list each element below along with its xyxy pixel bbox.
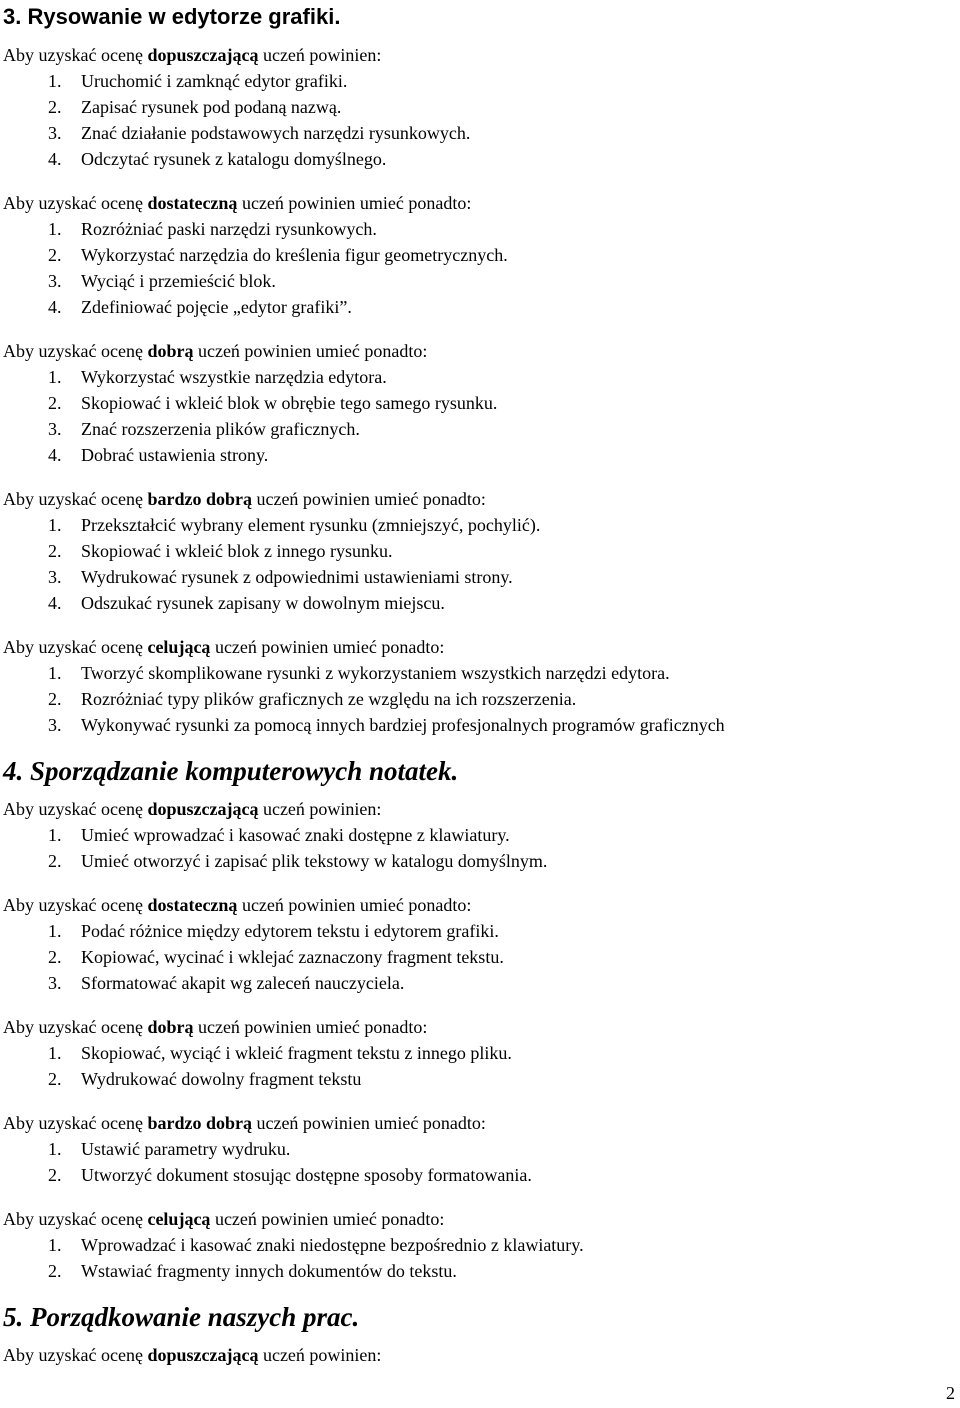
list-item <box>3 1066 953 1092</box>
list-item-number: 3. <box>48 715 62 735</box>
list-item-text: Przekształcić wybrany element rysunku (zmniejszyć, pochylić). <box>81 515 541 535</box>
grade-name: dostateczną <box>147 193 238 213</box>
list-item-text: Kopiować, wycinać i wklejać zaznaczony fragment tekstu. <box>81 947 504 967</box>
list-item-text: Utworzyć dokument stosując dostępne sposoby formatowania. <box>81 1165 532 1185</box>
intro-prefix: Aby uzyskać ocenę <box>3 45 148 65</box>
list-item-text: Wykonywać rysunki za pomocą innych bardziej profesjonalnych programów graficznych <box>81 715 725 735</box>
intro-prefix: Aby uzyskać ocenę <box>3 895 148 915</box>
list-item <box>3 712 953 738</box>
section-3 <box>3 1302 953 1368</box>
grade-requirements <box>3 634 953 738</box>
list-item-text: Skopiować i wkleić blok w obrębie tego samego rysunku. <box>81 393 498 413</box>
list-item-text: Podać różnice między edytorem tekstu i edytorem grafiki. <box>81 921 499 941</box>
requirements-list <box>3 660 953 738</box>
intro-prefix: Aby uzyskać ocenę <box>3 799 148 819</box>
list-item-text: Znać działanie podstawowych narzędzi rysunkowych. <box>81 123 471 143</box>
list-item-number: 4. <box>48 149 62 169</box>
list-item-text: Dobrać ustawienia strony. <box>81 445 269 465</box>
requirements-list <box>3 918 953 996</box>
grade-name: dobrą <box>147 341 194 361</box>
grade-intro <box>3 1110 953 1136</box>
grade-requirements <box>3 1206 953 1284</box>
list-item <box>3 146 953 172</box>
list-item-text: Wstawiać fragmenty innych dokumentów do tekstu. <box>81 1261 457 1281</box>
list-item <box>3 1232 953 1258</box>
grade-requirements <box>3 486 953 616</box>
list-item <box>3 416 953 442</box>
list-item <box>3 1162 953 1188</box>
grade-intro <box>3 338 953 364</box>
list-item-number: 1. <box>48 921 62 941</box>
list-item-number: 4. <box>48 297 62 317</box>
grade-intro <box>3 892 953 918</box>
requirements-list <box>3 1136 953 1188</box>
list-item-text: Wydrukować rysunek z odpowiednimi ustawieniami strony. <box>81 567 513 587</box>
list-item <box>3 564 953 590</box>
grade-requirements <box>3 892 953 996</box>
list-item-number: 1. <box>48 219 62 239</box>
intro-prefix: Aby uzyskać ocenę <box>3 193 148 213</box>
requirements-list <box>3 68 953 172</box>
grade-name: dopuszczającą <box>147 45 259 65</box>
section-heading: 3. Rysowanie w edytorze grafiki. <box>3 4 341 29</box>
intro-suffix: uczeń powinien: <box>258 1345 382 1365</box>
list-item <box>3 970 953 996</box>
list-item-number: 2. <box>48 1069 62 1089</box>
list-item-text: Skopiować, wyciąć i wkleić fragment tekstu z innego pliku. <box>81 1043 512 1063</box>
grade-requirements <box>3 796 953 874</box>
list-item <box>3 294 953 320</box>
list-item-number: 3. <box>48 123 62 143</box>
list-item-text: Rozróżniać paski narzędzi rysunkowych. <box>81 219 377 239</box>
intro-prefix: Aby uzyskać ocenę <box>3 1209 148 1229</box>
list-item-number: 4. <box>48 593 62 613</box>
grade-name: dostateczną <box>147 895 238 915</box>
section-heading: 4. Sporządzanie komputerowych notatek. <box>3 756 459 786</box>
list-item-number: 2. <box>48 393 62 413</box>
grade-intro <box>3 1206 953 1232</box>
grade-intro <box>3 796 953 822</box>
list-item-text: Ustawić parametry wydruku. <box>81 1139 291 1159</box>
intro-suffix: uczeń powinien umieć ponadto: <box>193 341 428 361</box>
list-item-number: 2. <box>48 689 62 709</box>
list-item-text: Wykorzystać wszystkie narzędzia edytora. <box>81 367 387 387</box>
list-item-text: Zdefiniować pojęcie „edytor grafiki”. <box>81 297 352 317</box>
list-item <box>3 1258 953 1284</box>
list-item <box>3 848 953 874</box>
grade-requirements <box>3 42 953 172</box>
grade-requirements <box>3 1342 953 1368</box>
list-item-number: 4. <box>48 445 62 465</box>
list-item-text: Odczytać rysunek z katalogu domyślnego. <box>81 149 387 169</box>
grade-intro <box>3 634 953 660</box>
intro-suffix: uczeń powinien: <box>258 45 382 65</box>
requirements-list <box>3 364 953 468</box>
list-item <box>3 1040 953 1066</box>
list-item <box>3 686 953 712</box>
list-item-text: Zapisać rysunek pod podaną nazwą. <box>81 97 342 117</box>
list-item-number: 3. <box>48 419 62 439</box>
grade-name: celującą <box>147 1209 211 1229</box>
requirements-list <box>3 216 953 320</box>
list-item-text: Rozróżniać typy plików graficznych ze względu na ich rozszerzenia. <box>81 689 577 709</box>
list-item-number: 1. <box>48 71 62 91</box>
intro-prefix: Aby uzyskać ocenę <box>3 1017 148 1037</box>
list-item <box>3 68 953 94</box>
list-item-text: Uruchomić i zamknąć edytor grafiki. <box>81 71 348 91</box>
intro-prefix: Aby uzyskać ocenę <box>3 341 148 361</box>
list-item-number: 2. <box>48 97 62 117</box>
list-item-number: 1. <box>48 1139 62 1159</box>
list-item-text: Tworzyć skomplikowane rysunki z wykorzystaniem wszystkich narzędzi edytora. <box>81 663 670 683</box>
intro-prefix: Aby uzyskać ocenę <box>3 637 148 657</box>
intro-suffix: uczeń powinien umieć ponadto: <box>210 637 445 657</box>
grade-name: dobrą <box>147 1017 194 1037</box>
list-item-number: 2. <box>48 947 62 967</box>
list-item-text: Odszukać rysunek zapisany w dowolnym miejscu. <box>81 593 445 613</box>
list-item-text: Umieć otworzyć i zapisać plik tekstowy w katalogu domyślnym. <box>81 851 548 871</box>
intro-suffix: uczeń powinien umieć ponadto: <box>237 895 472 915</box>
grade-name: dopuszczającą <box>147 799 259 819</box>
list-item <box>3 918 953 944</box>
requirements-list <box>3 822 953 874</box>
section-2 <box>3 756 953 1284</box>
list-item-number: 3. <box>48 567 62 587</box>
grade-intro <box>3 1014 953 1040</box>
list-item <box>3 442 953 468</box>
grade-requirements <box>3 1110 953 1188</box>
list-item <box>3 822 953 848</box>
list-item-number: 2. <box>48 1165 62 1185</box>
list-item <box>3 512 953 538</box>
list-item <box>3 120 953 146</box>
intro-suffix: uczeń powinien: <box>258 799 382 819</box>
grade-intro <box>3 1342 953 1368</box>
list-item <box>3 94 953 120</box>
list-item-number: 1. <box>48 663 62 683</box>
list-item-text: Sformatować akapit wg zaleceń nauczyciela. <box>81 973 405 993</box>
intro-suffix: uczeń powinien umieć ponadto: <box>237 193 472 213</box>
intro-suffix: uczeń powinien umieć ponadto: <box>210 1209 445 1229</box>
list-item-text: Umieć wprowadzać i kasować znaki dostępne z klawiatury. <box>81 825 510 845</box>
list-item <box>3 216 953 242</box>
intro-suffix: uczeń powinien umieć ponadto: <box>251 489 486 509</box>
grade-name: bardzo dobrą <box>147 1113 252 1133</box>
requirements-list <box>3 1232 953 1284</box>
intro-prefix: Aby uzyskać ocenę <box>3 1113 148 1133</box>
intro-suffix: uczeń powinien umieć ponadto: <box>251 1113 486 1133</box>
list-item-text: Wyciąć i przemieścić blok. <box>81 271 276 291</box>
list-item <box>3 268 953 294</box>
list-item-text: Znać rozszerzenia plików graficznych. <box>81 419 360 439</box>
grade-requirements <box>3 338 953 468</box>
page-number: 2 <box>946 1383 955 1403</box>
intro-suffix: uczeń powinien umieć ponadto: <box>193 1017 428 1037</box>
grade-name: celującą <box>147 637 211 657</box>
list-item-number: 2. <box>48 1261 62 1281</box>
list-item <box>3 390 953 416</box>
grade-requirements <box>3 190 953 320</box>
list-item-text: Wykorzystać narzędzia do kreślenia figur geometrycznych. <box>81 245 508 265</box>
list-item <box>3 538 953 564</box>
list-item-text: Wprowadzać i kasować znaki niedostępne bezpośrednio z klawiatury. <box>81 1235 584 1255</box>
list-item <box>3 590 953 616</box>
list-item-number: 3. <box>48 271 62 291</box>
grade-name: dopuszczającą <box>147 1345 259 1365</box>
section-1 <box>3 4 953 738</box>
list-item-number: 1. <box>48 515 62 535</box>
list-item <box>3 1136 953 1162</box>
grade-intro <box>3 190 953 216</box>
list-item-number: 1. <box>48 1043 62 1063</box>
list-item-number: 2. <box>48 541 62 561</box>
intro-prefix: Aby uzyskać ocenę <box>3 489 148 509</box>
requirements-list <box>3 1040 953 1092</box>
requirements-list <box>3 512 953 616</box>
grade-intro <box>3 42 953 68</box>
intro-prefix: Aby uzyskać ocenę <box>3 1345 148 1365</box>
grade-name: bardzo dobrą <box>147 489 252 509</box>
list-item-text: Skopiować i wkleić blok z innego rysunku. <box>81 541 393 561</box>
list-item-number: 1. <box>48 1235 62 1255</box>
document-page <box>3 0 953 1386</box>
grade-intro <box>3 486 953 512</box>
list-item-number: 2. <box>48 245 62 265</box>
list-item <box>3 944 953 970</box>
list-item-number: 1. <box>48 825 62 845</box>
list-item-number: 2. <box>48 851 62 871</box>
list-item <box>3 660 953 686</box>
list-item-number: 3. <box>48 973 62 993</box>
list-item-text: Wydrukować dowolny fragment tekstu <box>81 1069 362 1089</box>
section-heading: 5. Porządkowanie naszych prac. <box>3 1302 360 1332</box>
list-item <box>3 242 953 268</box>
grade-requirements <box>3 1014 953 1092</box>
list-item-number: 1. <box>48 367 62 387</box>
list-item <box>3 364 953 390</box>
